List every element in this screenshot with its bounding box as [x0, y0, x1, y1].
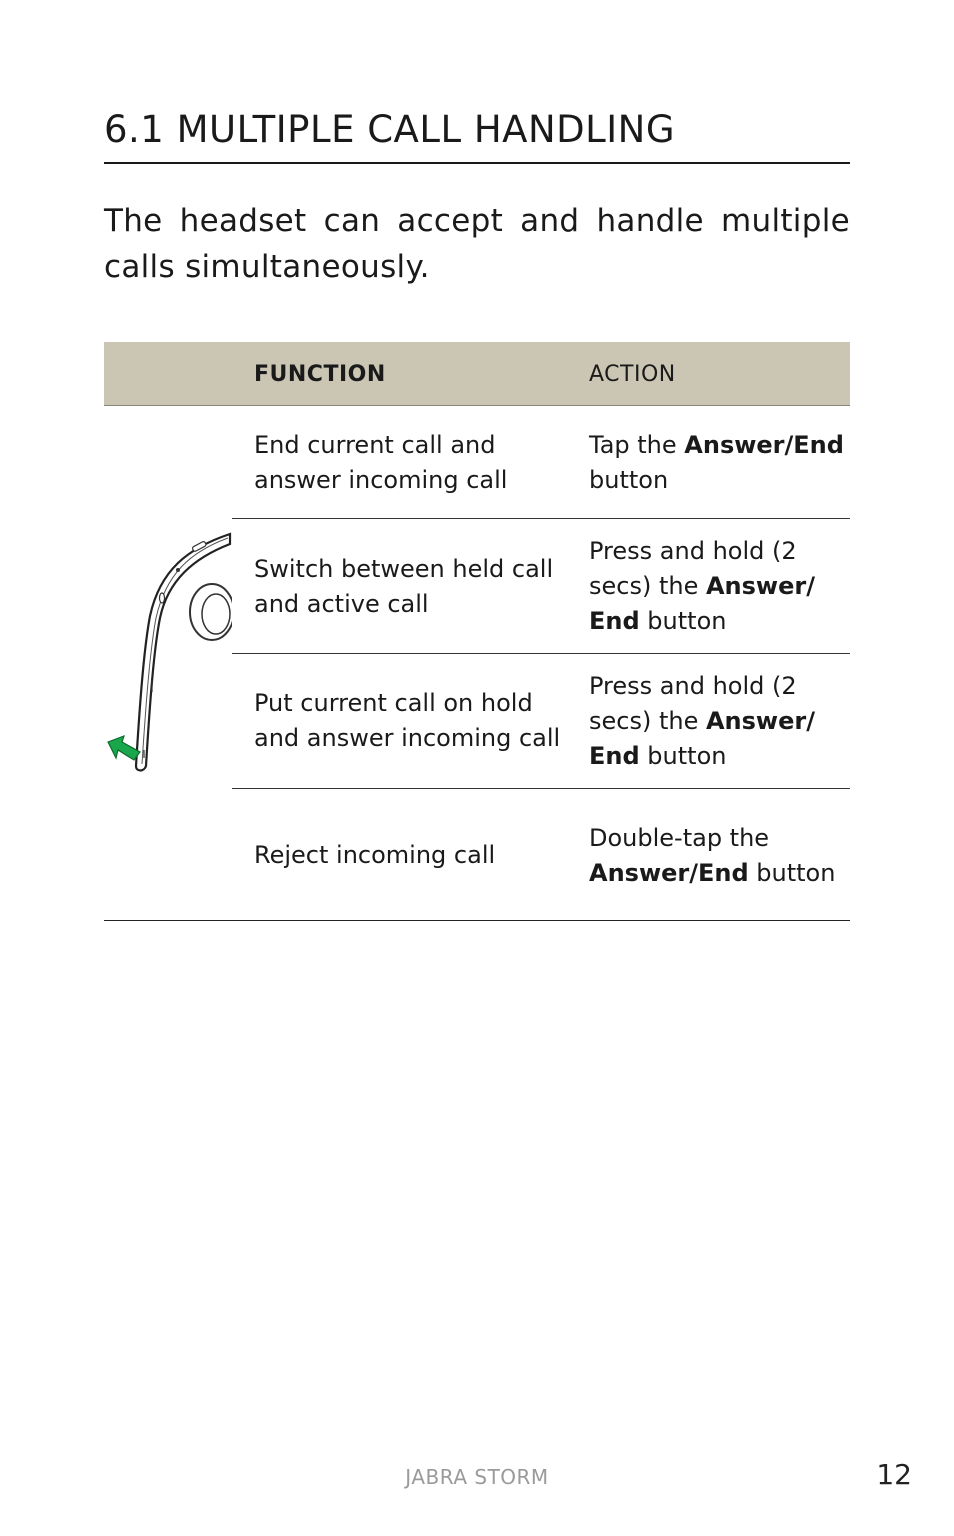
intro-paragraph: The headset can accept and handle multiple calls simultaneously.	[104, 203, 850, 285]
row-divider	[232, 518, 850, 519]
row-2-function: Switch between held call and active call	[254, 555, 554, 618]
row-1-action: Tap the Answer/End button	[589, 431, 844, 494]
row-1-function: End current call and answer incoming call	[254, 431, 508, 494]
footer-product-name: JABRA STORM	[405, 1465, 549, 1489]
header-function: FUNCTION	[254, 362, 386, 387]
header-action: ACTION	[589, 362, 676, 387]
section-heading: 6.1 MULTIPLE CALL HANDLING	[104, 108, 676, 151]
row-divider	[232, 653, 850, 654]
row-2-action: Press and hold (2 secs) the Answer/ End button	[589, 537, 815, 635]
row-3-action: Press and hold (2 secs) the Answer/ End button	[589, 672, 815, 770]
answer-end-label: Answer/ End	[589, 707, 815, 770]
answer-end-label: Answer/End	[684, 431, 844, 459]
row-divider	[232, 788, 850, 789]
row-4-function: Reject incoming call	[254, 841, 496, 869]
table-header	[104, 342, 850, 406]
answer-end-label: Answer/ End	[589, 572, 815, 635]
answer-end-label: Answer/End	[589, 859, 749, 887]
heading-rule	[104, 162, 850, 164]
row-3-function: Put current call on hold and answer incoming call	[254, 689, 561, 752]
page-number: 12	[876, 1458, 912, 1491]
row-4-action: Double-tap the Answer/End button	[589, 824, 836, 887]
headset-with-green-arrow-icon	[104, 520, 232, 780]
table-bottom-rule	[104, 920, 850, 921]
